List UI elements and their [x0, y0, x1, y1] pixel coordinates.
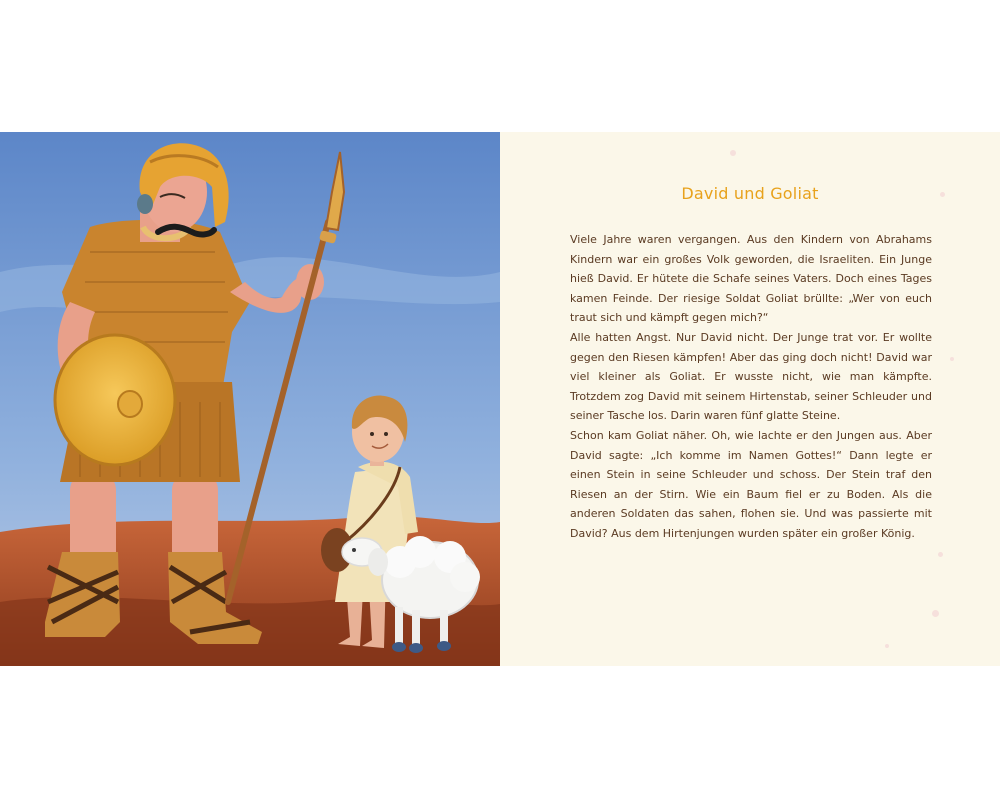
text-page	[500, 132, 1000, 666]
story-paragraph: Schon kam Goliat näher. Oh, wie lachte er den Jungen aus. Aber David sagte: „Ich komme im Namen Gottes!“ Dann legte er einen Stein in seine Schleuder und schoss. Der Stein traf den Riesen an der Stirn. Wie ein Baum fiel er zu Boden. Als die anderen Soldaten das sahen, flohen sie. Und was passierte mit David? Aus dem Hirtenjungen wurden später ein großer König.	[570, 428, 932, 540]
decor-speck	[950, 357, 954, 361]
decor-speck	[938, 552, 943, 557]
story-title: David und Goliat	[681, 184, 819, 203]
book-spread	[0, 132, 1000, 666]
story-paragraph: Alle hatten Angst. Nur David nicht. Der Junge trat vor. Er wollte gegen den Riesen kämpfen! Aber das ging doch nicht! David war viel kleiner als Goliat. Er wusste nicht, wie man kämpfte. Trotzdem zog David mit seinem Hirtenstab, seiner Schleuder und seiner Tasche los. Darin waren fünf glatte Steine.	[570, 330, 932, 423]
decor-speck	[932, 610, 939, 617]
decor-speck	[885, 644, 889, 648]
david-goliath-illustration	[0, 132, 500, 666]
painting	[0, 132, 500, 666]
decor-speck	[730, 150, 736, 156]
story-text	[570, 230, 932, 544]
story-paragraph: Viele Jahre waren vergangen. Aus den Kindern von Abrahams Kindern war ein großes Volk geworden, die Israeliten. Ein Junge hieß David. Er hütete die Schafe seines Vaters. Doch eines Tages kamen Feinde. Der riesige Soldat Goliat brüllte: „Wer von euch traut sich und kämpft gegen mich?“	[570, 233, 932, 325]
shield	[55, 335, 175, 465]
